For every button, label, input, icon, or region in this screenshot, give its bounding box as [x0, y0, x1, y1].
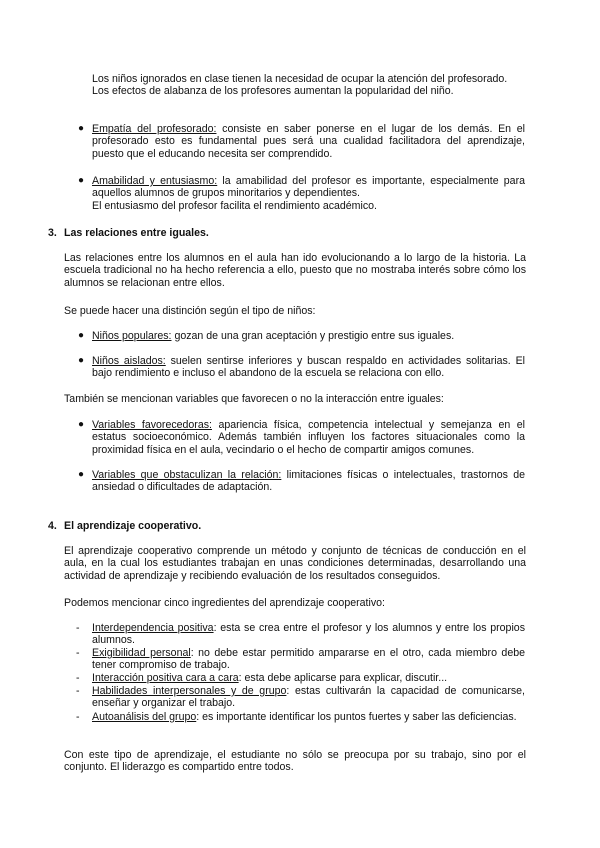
- variables-obstaculizan-term: Variables que obstaculizan la relación:: [92, 469, 282, 481]
- dash-icon: -: [76, 622, 80, 634]
- section-4-number: 4.: [48, 520, 57, 532]
- section-4-heading: [48, 520, 528, 534]
- bullet-icon: ●: [78, 175, 85, 186]
- section-3-intro: Las relaciones entre los alumnos en el aula han ido evolucionando a lo largo de la historia. La escuela tradicional no ha hecho referencia a ello, puesto que no mostraba interés sobre cómo los alumnos se relacionan entre ellos.: [64, 252, 526, 289]
- ingredient-item: Interacción positiva cara a cara: esta debe aplicarse para explicar, discutir...: [92, 672, 448, 684]
- dash-icon: -: [76, 647, 80, 659]
- ingredient-item: Habilidades interpersonales y de grupo: estas cultivarán la capacidad de comunicarse, enseñar y organizar el trabajo.: [92, 685, 525, 710]
- amabilidad-term: Amabilidad y entusiasmo:: [92, 175, 218, 187]
- ninos-populares-term: Niños populares:: [92, 330, 172, 342]
- bullet-icon: ●: [78, 123, 85, 134]
- variables-obstaculizan-paragraph: Variables que obstaculizan la relación: limitaciones físicas o intelectuales, trastornos de ansiedad o dificultades de adaptación.: [92, 469, 525, 494]
- ingredient-item: Interdependencia positiva: esta se crea entre el profesor y los alumnos y entre los propios alumnos.: [92, 622, 525, 647]
- ingredient-item: Autoanálisis del grupo: es importante identificar los puntos fuertes y saber las deficiencias.: [92, 711, 517, 723]
- dash-icon: -: [76, 711, 80, 723]
- ingredient-item: Exigibilidad personal: no debe estar permitido ampararse en el otro, cada miembro debe tener compromiso de trabajo.: [92, 647, 526, 672]
- empatia-term: Empatía del profesorado:: [92, 123, 217, 135]
- distincion-paragraph: Se puede hacer una distinción según el tipo de niños:: [64, 305, 316, 317]
- bullet-icon: ●: [78, 469, 85, 480]
- section-3-number: 3.: [48, 227, 57, 239]
- dash-icon: -: [76, 685, 80, 697]
- amabilidad-paragraph: [92, 175, 525, 212]
- ninos-populares-paragraph: Niños populares: gozan de una gran aceptación y prestigio entre sus iguales.: [92, 330, 455, 342]
- section-4-title: El aprendizaje cooperativo.: [64, 520, 202, 532]
- ninos-aislados-paragraph: Niños aislados: suelen sentirse inferiores y buscan respaldo en actividades solitarias. El bajo rendimiento e incluso el abandono de la escuela se relaciona con ello.: [92, 355, 525, 380]
- section-3-heading: [48, 227, 528, 241]
- amabilidad-line2: El entusiasmo del profesor facilita el rendimiento académico.: [92, 199, 377, 212]
- section-3-title: Las relaciones entre iguales.: [64, 227, 209, 239]
- section-4-intro: El aprendizaje cooperativo comprende un método y conjunto de técnicas de conducción en el aula, en la cual los estudiantes trabajan en unas condiciones determinadas, desarrollando una actividad de aprendizaje y recibiendo evaluación de los resultados conseguidos.: [64, 545, 526, 582]
- amabilidad-text: la amabilidad del profesor es importante, especialmente para aquellos alumnos de grupos minoritarios y dependientes.: [92, 175, 525, 200]
- bullet-icon: ●: [78, 330, 85, 341]
- bullet-icon: ●: [78, 355, 85, 366]
- dash-icon: -: [76, 672, 80, 684]
- conclusion-paragraph: Con este tipo de aprendizaje, el estudiante no sólo se preocupa por su trabajo, sino por el conjunto. El liderazgo es compartido entre todos.: [64, 749, 526, 774]
- ignored-children-paragraph: Los niños ignorados en clase tienen la necesidad de ocupar la atención del profesorado. Los efectos de alabanza de los profesores aumentan la popularidad del niño.: [92, 73, 508, 98]
- variables-favorecedoras-paragraph: Variables favorecedoras: apariencia física, competencia intelectual y semejanza en el estatus socioeconómico. Además también influyen los factores situacionales como la proximidad física en el aula, vecindario o el hecho de compartir amigos comunes.: [92, 419, 525, 456]
- empatia-paragraph: [92, 123, 525, 160]
- ninos-aislados-term: Niños aislados:: [92, 355, 166, 367]
- variables-intro: También se mencionan variables que favorecen o no la interacción entre iguales:: [64, 393, 444, 405]
- empatia-text: consiste en saber ponerse en el lugar de los demás. En el profesorado esto es fundamental pues será una cualidad facilitadora del aprendizaje, puesto que el educando necesita ser comprendido.: [92, 123, 525, 160]
- variables-favorecedoras-term: Variables favorecedoras:: [92, 419, 212, 431]
- ingredientes-intro: Podemos mencionar cinco ingredientes del aprendizaje cooperativo:: [64, 597, 385, 609]
- bullet-icon: ●: [78, 419, 85, 430]
